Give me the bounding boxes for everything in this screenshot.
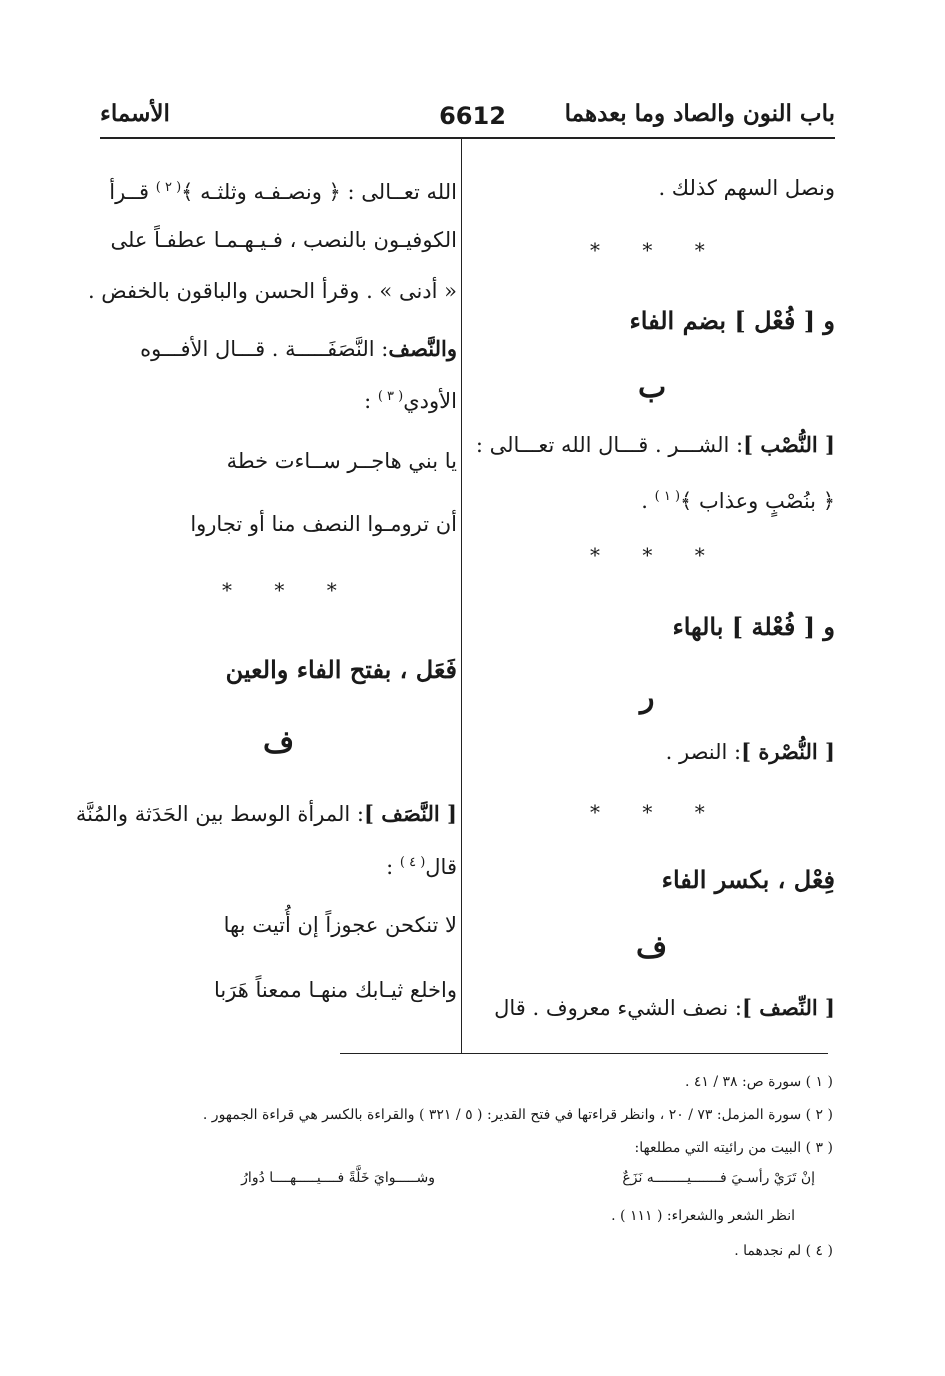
punctuation: : bbox=[386, 855, 394, 879]
line-text: الأودي bbox=[403, 389, 457, 413]
separator-stars: * * * bbox=[590, 238, 723, 262]
entry-nusra bbox=[666, 737, 835, 767]
entry-text: : نصف الشيء معروف . قال bbox=[494, 996, 742, 1020]
page-number: 6612 bbox=[439, 102, 506, 130]
separator-stars: * * * bbox=[222, 578, 355, 602]
header-rule bbox=[100, 137, 835, 139]
footnote-2: ( ٢ ) سورة المزمل: ٧٣ / ٢٠ ، وانظر قراءتها في فتح القدير: ( ٥ / ٣٢١ ) والقراءة بالكسر هي قراءة الجمهور . bbox=[202, 1107, 833, 1123]
footnote-4: ( ٤ ) لم نجدهما . bbox=[734, 1243, 833, 1259]
entry-headword: [ النَّصَف ] bbox=[363, 801, 457, 826]
section-title-left: الأسماء bbox=[100, 100, 170, 127]
verse-line: أن ترومـوا النصف منا أو تجاروا bbox=[190, 512, 457, 536]
entry-headword: والنَّصف bbox=[388, 336, 457, 361]
letter-heading: ب bbox=[638, 370, 667, 405]
line-text: قال bbox=[425, 855, 457, 879]
footnote-ref: ( ١ ) bbox=[654, 489, 681, 504]
footnote-3: ( ٣ ) البيت من رائيته التي مطلعها: bbox=[634, 1140, 833, 1156]
entry-headword: [ النُّصْب ] bbox=[743, 432, 835, 457]
footnote-ref: ( ٣ ) bbox=[377, 389, 404, 404]
punctuation: . bbox=[641, 489, 648, 513]
entry-nusf bbox=[140, 334, 457, 364]
entry-text: : المرأة الوسط بين الحَدَثة والمُنَّة bbox=[75, 802, 364, 826]
section-heading: و [ فُعْلة ] بالهاء bbox=[672, 612, 835, 641]
section-heading: و [ فُعْل ] بضم الفاء bbox=[629, 306, 835, 335]
left-line-2: الكوفيـون بالنصب ، فـيـهـمـا عطفـاً على bbox=[110, 228, 457, 252]
section-title-right: باب النون والصاد وما بعدهما bbox=[564, 100, 835, 127]
entry-headword: [ النُّصْرة ] bbox=[741, 739, 835, 764]
line-text: قــرأ bbox=[109, 180, 150, 204]
footnote-verse-a: إنْ تَرَيْ رأسـيَ فـــــــيــــــــه نَزَعٌ bbox=[622, 1170, 815, 1186]
letter-heading: ف bbox=[263, 725, 295, 760]
right-line-1: ونصل السهم كذلك . bbox=[658, 176, 835, 200]
verse-line: يا بني هاجــر ســاءت خطة bbox=[226, 449, 457, 473]
footnote-ref: ( ٤ ) bbox=[399, 855, 426, 870]
letter-heading: ر bbox=[640, 680, 655, 715]
footnote-rule bbox=[340, 1053, 828, 1054]
entry-nusb bbox=[476, 430, 835, 460]
left-line-1 bbox=[109, 173, 457, 207]
verse-line: واخلع ثيـابك منهـا ممعناً هَرَبا bbox=[213, 978, 457, 1002]
punctuation: : bbox=[364, 389, 372, 413]
quran-quote bbox=[641, 482, 835, 516]
left-line-3: « أدنى » . وقرأ الحسن والباقون بالخفض . bbox=[87, 279, 457, 303]
section-heading: فِعْل ، بكسر الفاء bbox=[661, 865, 835, 894]
entry-text: : النَّصَفَـــــة . قـــال الأفـــوه bbox=[140, 337, 389, 361]
footnote-ref: ( ٢ ) bbox=[155, 180, 182, 195]
separator-stars: * * * bbox=[590, 800, 723, 824]
entry-nasaf bbox=[76, 799, 457, 829]
verse-line: لا تنكحن عجوزاً إن أُتيت بها bbox=[223, 913, 457, 937]
column-divider bbox=[461, 139, 462, 1054]
footnote-3-ref: انظر الشعر والشعراء: ( ١١١ ) . bbox=[611, 1208, 795, 1224]
quote-text: ﴿ بنُصْبٍ وعذاب ﴾ bbox=[680, 489, 835, 513]
line-text: الله تعــالى : ﴿ ونصـفـه وثلثـه ﴾ bbox=[181, 180, 457, 204]
footnote-1: ( ١ ) سورة ص: ٣٨ / ٤١ . bbox=[684, 1074, 833, 1090]
section-heading: فَعَل ، بفتح الفاء والعين bbox=[225, 655, 457, 684]
entry-headword: [ النِّصف ] bbox=[741, 995, 835, 1020]
entry-text: : النصر . bbox=[665, 740, 742, 764]
entry-text: : الشـــر . قـــال الله تعـــالى : bbox=[475, 433, 744, 457]
left-line-5 bbox=[364, 382, 457, 416]
footnote-verse-b: وشـــــوايَ خَلَّةً فــــيـــــهــــا دُوارُ bbox=[241, 1170, 435, 1186]
left-qal bbox=[386, 848, 457, 882]
entry-nisf bbox=[494, 993, 835, 1023]
letter-heading: ف bbox=[636, 930, 668, 965]
separator-stars: * * * bbox=[590, 543, 723, 567]
